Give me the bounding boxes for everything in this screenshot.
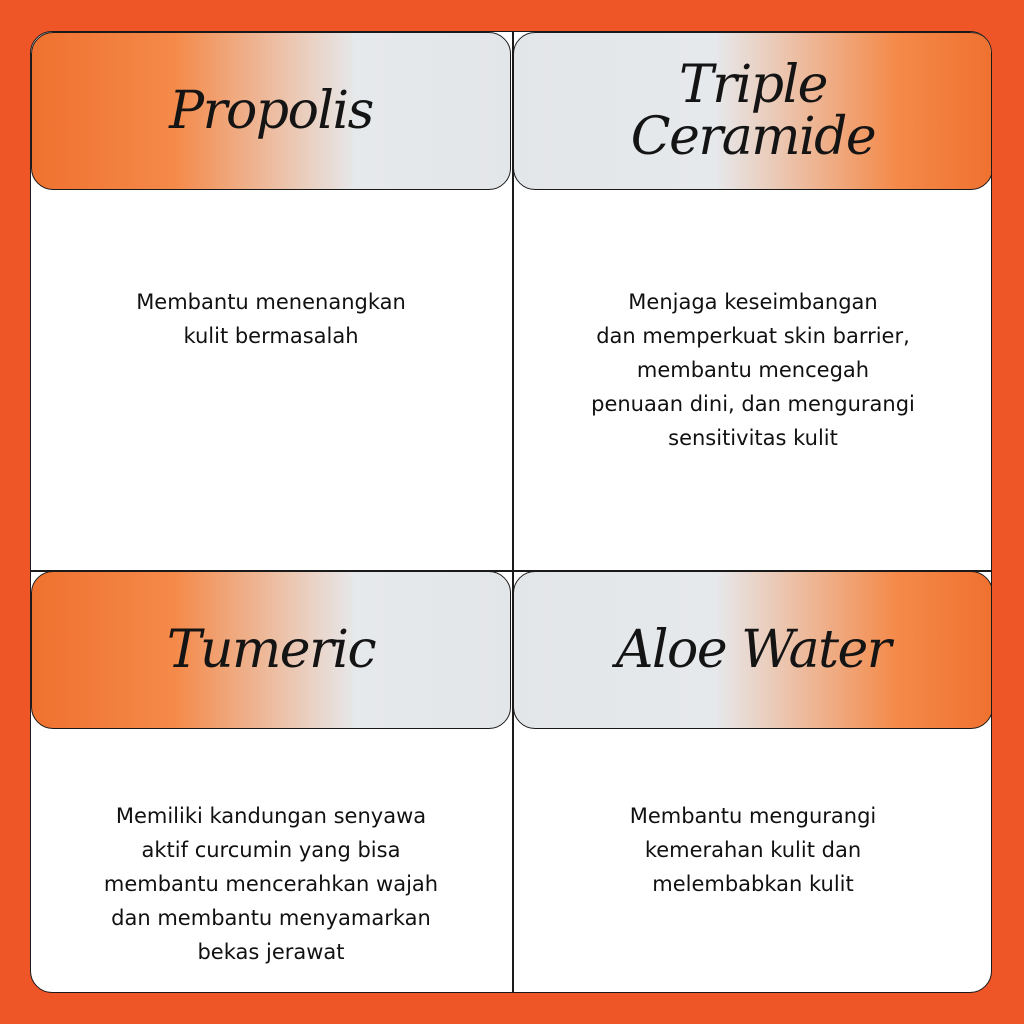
ingredient-title: Tumeric xyxy=(166,620,376,680)
header-propolis xyxy=(31,32,511,190)
ingredients-grid xyxy=(30,31,992,993)
ingredient-title: Triple Ceramide xyxy=(630,55,876,167)
header-triple-ceramide xyxy=(513,32,992,190)
ingredient-title: Propolis xyxy=(169,81,373,141)
ingredient-description: Memiliki kandungan senyawa aktif curcumin yang bisa membantu mencerahkan wajah dan membantu menyamarkan bekas jerawat xyxy=(103,804,439,964)
ingredient-description: Menjaga keseimbangan dan memperkuat skin barrier, membantu mencegah penuaan dini, dan mengurangi sensitivitas kulit xyxy=(591,290,915,450)
header-aloe-water xyxy=(513,571,992,729)
ingredient-description: Membantu mengurangi kemerahan kulit dan melembabkan kulit xyxy=(629,804,877,896)
header-tumeric xyxy=(31,571,511,729)
ingredient-description: Membantu menenangkan kulit bermasalah xyxy=(136,290,406,348)
ingredient-title: Aloe Water xyxy=(615,620,891,680)
